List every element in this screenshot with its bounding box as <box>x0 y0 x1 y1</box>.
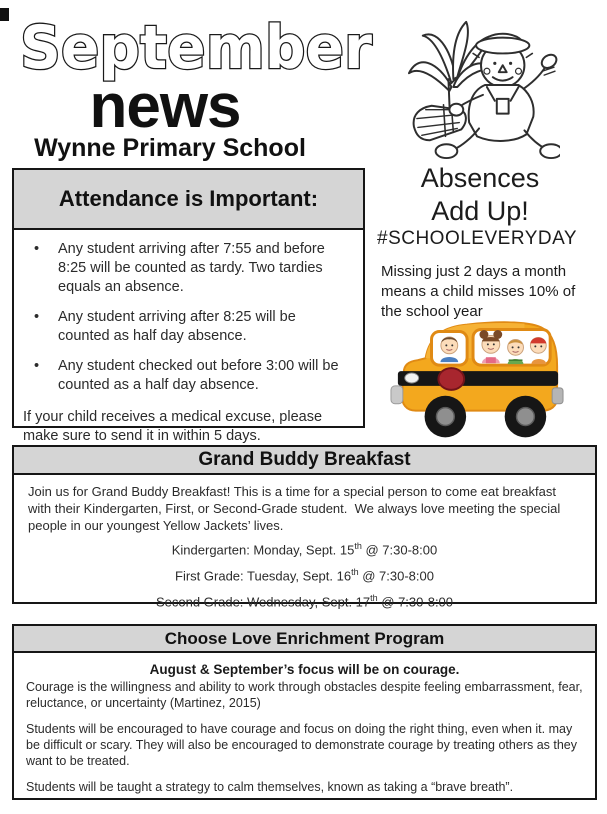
choose-love-paragraph: Courage is the willingness and ability to work through obstacles despite feeling embarrassment, fear, reluctance, or uncertainty (Martinez, 2015) <box>26 680 583 710</box>
school-name: Wynne Primary School <box>34 134 306 162</box>
attendance-section <box>12 168 365 444</box>
schedule-line-kindergarten: Kindergarten: Monday, Sept. 15th @ 7:30-8:00 <box>171 540 438 557</box>
school-bus-illustration <box>388 314 566 442</box>
grand-buddy-section-title: Grand Buddy Breakfast <box>14 447 595 475</box>
grand-buddy-section <box>12 445 597 610</box>
choose-love-section-title: Choose Love Enrichment Program <box>14 626 595 653</box>
grand-buddy-schedule <box>14 541 595 610</box>
grand-buddy-intro: Join us for Grand Buddy Breakfast! This is a time for a special person to come eat breakfast with their Kindergarten, First, or Second-Grade student. We always love meeting the special people in our youngest Yellow Jackets’ lives. <box>28 484 564 533</box>
news-title: news <box>89 72 241 141</box>
print-artifact-mark <box>0 8 9 21</box>
month-title-text: September <box>20 13 373 83</box>
absences-heading-line2: Add Up! <box>431 195 529 226</box>
absences-heading <box>375 162 585 228</box>
schedule-line-first-grade: First Grade: Tuesday, Sept. 16th @ 7:30-8:00 <box>175 567 434 584</box>
attendance-bullet: • Any student checked out before 3:00 will be counted as a half day absence. <box>14 357 355 395</box>
attendance-bullet: • Any student arriving after 8:25 will be counted as half day absence. <box>14 308 355 346</box>
attendance-body <box>14 230 363 446</box>
medical-excuse-note: If your child receives a medical excuse, please make sure to send it in within 5 days. <box>23 408 323 444</box>
missing-days-text: Missing just 2 days a month means a child misses 10% of the school year <box>381 263 576 320</box>
attendance-bullet-list <box>14 240 355 395</box>
choose-love-focus-line: August & September’s focus will be on courage. <box>149 662 460 677</box>
attendance-section-title: Attendance is Important: <box>14 170 363 230</box>
choose-love-paragraph: Students will be encouraged to have courage and focus on doing the right thing, even when it. may be difficult or scary. They will also be encouraged to demonstrate courage by treating others as they want to be treated. <box>26 722 578 768</box>
attendance-bullet: • Any student arriving after 7:55 and before 8:25 will be counted as tardy. Two tardies equals an absence. <box>14 240 355 297</box>
schedule-line-second-grade: Second Grade: Wednesday, Sept. 17th @ 7:30-8:00 <box>155 593 454 610</box>
absences-heading-line1: Absences <box>420 163 540 193</box>
scarecrow-kid-illustration <box>402 12 560 162</box>
school-everyday-hashtag: #SCHOOLEVERYDAY <box>377 228 578 249</box>
choose-love-section <box>12 624 597 800</box>
choose-love-paragraph: Students will be taught a strategy to calm themselves, known as taking a “brave breath”. <box>26 780 514 794</box>
